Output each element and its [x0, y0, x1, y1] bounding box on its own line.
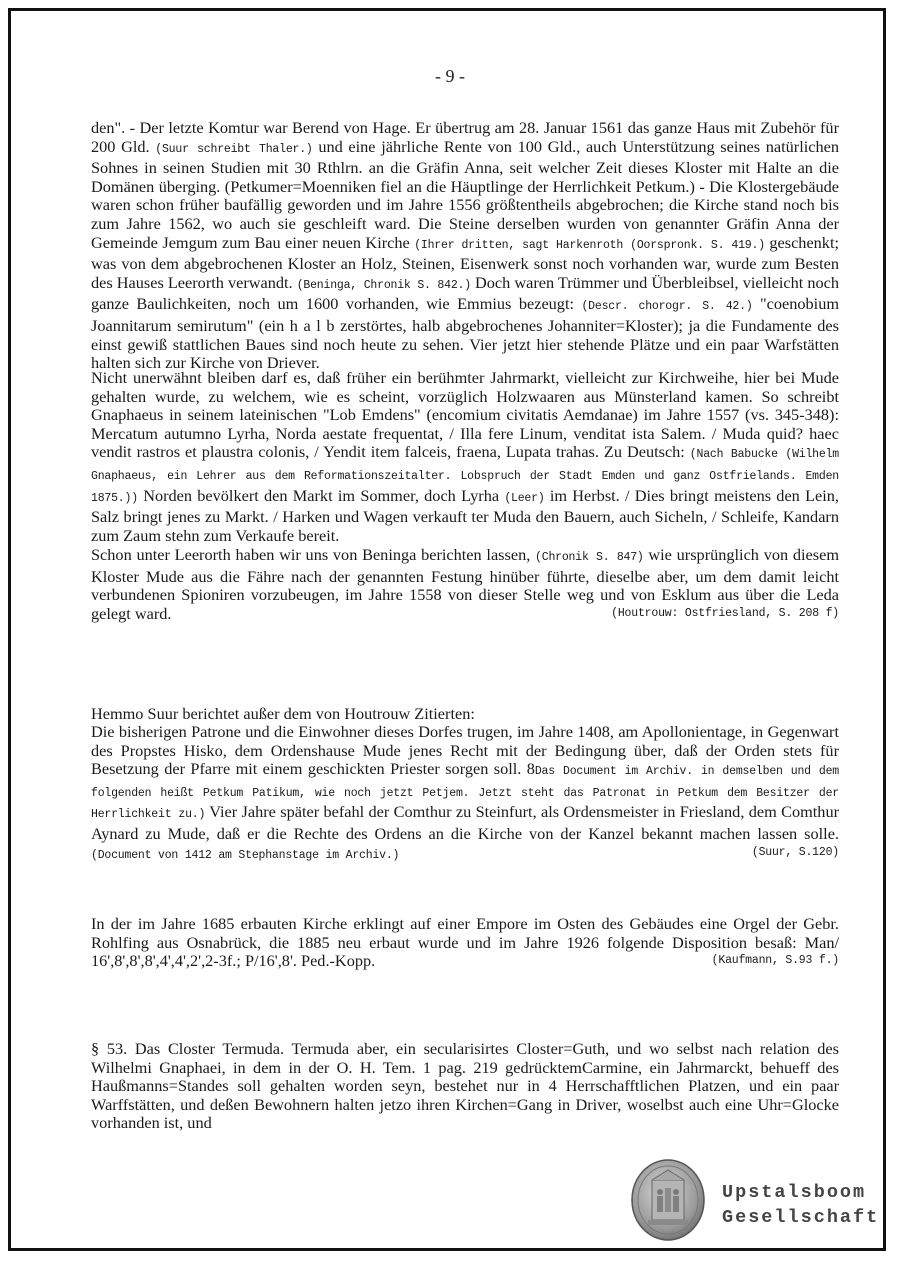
- text: Schon unter Leerorth haben wir uns von Beninga berichten lassen,: [91, 545, 536, 564]
- citation: (Descr. chorogr. S. 42.): [581, 300, 753, 314]
- paragraph-komtur: [91, 119, 839, 373]
- citation: (Leer): [504, 491, 545, 505]
- text: Nicht unerwähnt bleiben darf es, daß früher ein berühmter Jahrmarkt, vielleicht zur Kirchweihe, hier bei Mude gehalten wurde, zu welchem, wie es scheint, vorzüglich Holzwaaren aus Münsterland kamen. So schreibt Gnaphaeus in seinem lateinischen "Lob Emdens" (encomium civitatis Aemdanae) im Jahre 1557 (vs. 345-348): Mercatum autumno Lyrha, Norda aestate frequentat, / Illa fere Linum, venditat ista Salem. / Muda quid? haec vendit rastros et plaustra colonis, / Yendit item falceis, fraena, Lupata trahas. Zu Deutsch:: [91, 368, 839, 462]
- citation: (Nach Babucke (Wilhelm Gnaphaeus, ein Lehrer aus dem Reformationszeitalter. Lobspruch der Stadt Emden und ganz Ostfrielands. Emden 1875.)): [91, 448, 839, 505]
- text: den". - Der letzte Komtur war Berend von Hage. Er übertrug am 28. Januar 1561 das ganze Haus mit Zubehör für 200 Gld.: [91, 118, 839, 156]
- paragraph-faehre: [91, 546, 839, 623]
- text: Vier Jahre später befahl der Comthur zu Steinfurt, als Ordensmeister in Friesland, dem Comthur Aynard zu Mude, daß er die Rechte des Ordens an die Kirche von der Kanzel bekannt machen lassen solle.: [91, 802, 840, 843]
- citation: Das Document im Archiv. in demselben und dem folgenden heißt Petkum Patikum, wie noch jetzt Petjem. Jetzt steht das Patronat in Petkum dem Besitzer der Herrlichkeit zu.): [91, 765, 839, 822]
- page-number: - 9 -: [435, 66, 465, 86]
- source-reference: (Kaufmann, S.93 f.): [711, 954, 839, 968]
- paragraph-orgel: [91, 915, 839, 971]
- paragraph-suur-intro: Hemmo Suur berichtet außer dem von Houtrouw Zitierten:: [91, 704, 475, 723]
- paragraph-jahrmarkt: [91, 369, 839, 545]
- paragraph-patrone: [91, 723, 839, 865]
- text: Die bisherigen Patrone und die Einwohner dieses Dorfes trugen, im Jahre 1408, am Apollonientage, in Gegenwart des Propstes Hisko, dem Ordenshause Mude jenes Recht mit der Bedingung über, daß der Orden stets für Besetzung der Pfarre mit einem geschickten Priester sorgen soll. 8: [91, 722, 839, 779]
- source-reference: (Suur, S.120): [751, 845, 839, 859]
- citation: (Beninga, Chronik S. 842.): [296, 278, 471, 292]
- text: In der im Jahre 1685 erbauten Kirche erklingt auf einer Empore im Osten des Gebäudes eine Orgel der Gebr. Rohlfing aus Osnabrück, die 1885 neu erbaut wurde und im Jahre 1926 folgende Disposition besaß: Man/ 16',8',8',8',4',4',2',2-3f.; P/16',8'. Ped.-Kopp.: [91, 914, 839, 971]
- citation: (Ihrer dritten, sagt Harkenroth (Oorspronk. S. 419.): [414, 238, 765, 252]
- text: "coenobium Joannitarum semirutum" (ein h a l b zerstörtes, halb abgebrochenes Johanniter=Kloster); ja die Fundamente des einst gewiß stattlichen Baues sind noch heute zu sehen. Vier jetzt hier stehende Plätze und ein paar Warfstätten halten sich zur Kirche von Driever.: [91, 294, 839, 373]
- logo-line-1: Upstalsboom: [722, 1182, 867, 1203]
- citation: (Suur schreibt Thaler.): [155, 142, 313, 156]
- source-reference: (Houtrouw: Ostfriesland, S. 208 f): [611, 606, 839, 620]
- text: und eine jährliche Rente von 100 Gld., auch Unterstützung seines natürlichen Sohnes in seinen Studien mit 30 Rthlrn. an die Gräfin Anna, seit welcher Zeit dieses Kloster mit Halte an die Domänen überging. (Petkumer=Moenniken fiel an die Häuptlinge der Herrlichkeit Petkum.) - Die Klostergebäude waren schon früher baufällig geworden und im Jahre 1556 größtentheils abgebrochen; die Kirche stand noch bis zum Jahre 1562, wo auch sie geschleift ward. Die Steine derselben wurden von genannter Gräfin Anna der Gemeinde Jemgum zum Bau einer neuen Kirche: [91, 136, 839, 252]
- paragraph-closter-termuda: § 53. Das Closter Termuda. Termuda aber, ein secularisirtes Closter=Guth, und wo selbst nach relation des Wilhelmi Gnaphaei, in dem in der O. H. Tem. 1 pag. 219 gedrücktemCarmine, ein Jahrmarckt, behueff des Haußmanns=Standes soll gehalten worden seyn, bestehet nur in 4 Herrschafftlichen Platzen, und ein paar Warffstätten, und deßen Bewohnern halten jetzo ihren Kirchen=Gang in Driver, woselbst auch eine Uhr=Glocke vorhanden ist, und: [91, 1039, 839, 1133]
- logo-line-2: Gesellschaft: [722, 1207, 880, 1228]
- text: wie ursprünglich von diesem Kloster Mude aus die Fähre nach der genannten Festung hinüber führte, dieselbe aber, um dem damit leicht verbundenen Spioniren vorzubeugen, im Jahre 1558 von dieser Stelle weg und von Esklum aus über die Leda gelegt ward.: [91, 545, 839, 623]
- seal-icon: [630, 1158, 706, 1242]
- text: Norden bevölkert den Markt im Sommer, doch Lyrha: [137, 485, 505, 505]
- citation: (Document von 1412 am Stephanstage im Archiv.): [91, 848, 400, 862]
- citation: (Chronik S. 847): [535, 551, 644, 564]
- text: im Herbst. / Dies bringt meistens den Lein, Salz bringt jenes zu Markt. / Harken und Wagen verkauft ter Muda den Bauern, auch Sicheln, / Schleife, Kandarn zum Zaum stehn zum Verkaufe bereit.: [91, 485, 839, 545]
- text: Doch waren Trümmer und Überbleibsel, vielleicht noch ganze Baulichkeiten, noch um 1600 vorhanden, wie Emmius bezeugt:: [91, 272, 839, 314]
- society-logo: [722, 1180, 879, 1230]
- text: geschenkt; was von dem abgebrochenen Kloster an Holz, Steinen, Eisenwerk sonst noch vorhanden war, wurde zum Besten des Hauses Leerorth verwandt.: [91, 232, 839, 292]
